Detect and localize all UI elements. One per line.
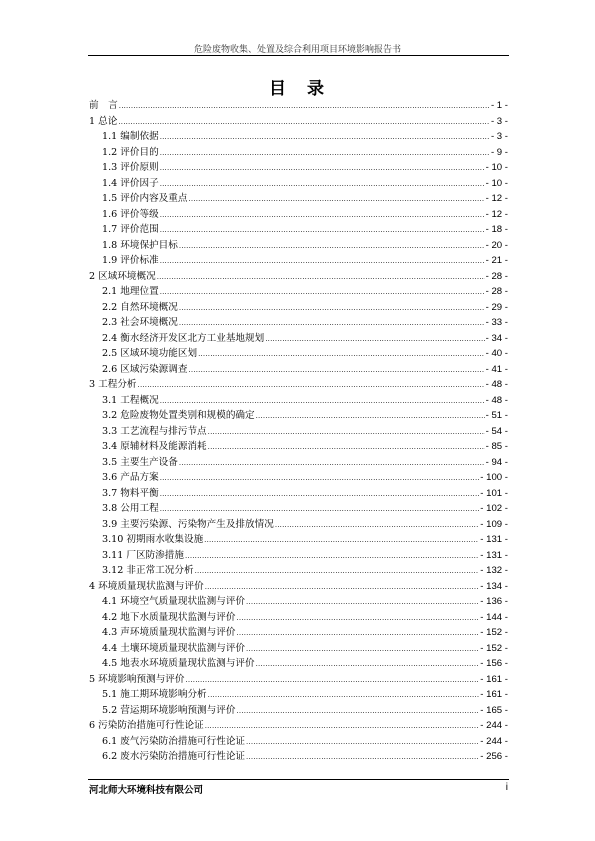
toc-entry-page: - 21 - bbox=[485, 255, 508, 266]
toc-entry[interactable] bbox=[89, 610, 508, 626]
toc-dot-leader bbox=[208, 425, 485, 441]
toc-entry-title: 2 区域环境概况 bbox=[89, 270, 156, 282]
toc-entry-page: - 165 - bbox=[480, 704, 508, 716]
toc-entry[interactable] bbox=[89, 377, 508, 393]
toc-entry-page: - 28 - bbox=[485, 270, 508, 282]
toc-entry-page: - 156 - bbox=[480, 658, 508, 669]
toc-entry-page: - 256 - bbox=[480, 751, 508, 762]
toc-dot-leader bbox=[160, 394, 485, 410]
toc-dot-leader bbox=[118, 115, 490, 131]
toc-heading: 目 录 bbox=[269, 79, 326, 99]
toc-dot-leader bbox=[198, 347, 485, 363]
toc-entry-page: - 132 - bbox=[480, 565, 508, 576]
toc-entry-title: 4.4 土壤环境质量现状监测与评价 bbox=[102, 642, 246, 654]
toc-entry-title: 2.1 地理位置 bbox=[102, 286, 159, 297]
toc-dot-leader bbox=[160, 502, 480, 518]
toc-entry-page: - 10 - bbox=[485, 177, 508, 189]
toc-dot-leader bbox=[195, 564, 480, 580]
toc-entry[interactable] bbox=[89, 222, 508, 238]
toc-entry-page: - 152 - bbox=[480, 627, 508, 638]
toc-entry-title: 2.5 区域环境功能区划 bbox=[102, 348, 198, 359]
toc-entry-title: 1.1 编制依据 bbox=[102, 131, 159, 142]
table-of-contents bbox=[89, 98, 508, 765]
toc-entry-page: - 18 - bbox=[485, 224, 508, 235]
toc-entry-title: 1.3 评价原则 bbox=[102, 162, 159, 173]
toc-entry[interactable] bbox=[89, 207, 508, 223]
toc-entry-title: 4.1 环境空气质量现状监测与评价 bbox=[102, 596, 246, 607]
toc-entry-page: - 40 - bbox=[485, 348, 508, 359]
toc-entry[interactable] bbox=[89, 300, 508, 316]
toc-entry-page: - 131 - bbox=[480, 534, 508, 545]
toc-entry-title: 6.1 废气污染防治措施可行性论证 bbox=[102, 735, 246, 747]
toc-dot-leader bbox=[179, 301, 485, 317]
toc-entry-title: 3 工程分析 bbox=[89, 379, 137, 390]
toc-dot-leader bbox=[185, 549, 479, 565]
toc-dot-leader bbox=[265, 332, 484, 348]
toc-entry-page: - 48 - bbox=[485, 379, 508, 390]
toc-entry-title: 6.2 废水污染防治措施可行性论证 bbox=[102, 751, 246, 762]
toc-entry-page: - 131 - bbox=[480, 549, 508, 561]
toc-entry-title: 1.9 评价标准 bbox=[102, 255, 159, 266]
toc-entry-title: 3.5 主要生产设备 bbox=[102, 456, 178, 468]
toc-dot-leader bbox=[160, 146, 490, 162]
toc-entry-title: 3.9 主要污染源、污染物产生及排放情况 bbox=[102, 518, 274, 530]
toc-entry-title: 2.3 社会环境概况 bbox=[102, 317, 178, 328]
toc-entry-page: - 12 - bbox=[485, 193, 508, 204]
toc-entry-page: - 48 - bbox=[485, 394, 508, 406]
toc-entry[interactable] bbox=[89, 408, 508, 424]
toc-entry-title: 3.7 物料平衡 bbox=[102, 487, 159, 499]
toc-entry[interactable] bbox=[89, 362, 508, 378]
toc-entry[interactable] bbox=[89, 548, 508, 564]
toc-dot-leader bbox=[208, 688, 480, 704]
toc-entry[interactable] bbox=[89, 424, 508, 440]
toc-entry-page: - 34 - bbox=[485, 332, 508, 344]
toc-dot-leader bbox=[236, 626, 479, 642]
toc-entry[interactable] bbox=[89, 656, 508, 672]
toc-dot-leader bbox=[188, 363, 484, 379]
toc-dot-leader bbox=[204, 533, 479, 549]
toc-entry-title: 1.2 评价目的 bbox=[102, 146, 159, 158]
toc-dot-leader bbox=[205, 580, 480, 596]
toc-dot-leader bbox=[236, 611, 479, 627]
toc-entry-page: - 94 - bbox=[485, 456, 508, 468]
toc-entry-title: 3.4 原辅材料及能源消耗 bbox=[102, 441, 207, 452]
toc-dot-leader bbox=[138, 378, 485, 394]
toc-entry[interactable] bbox=[89, 284, 508, 300]
toc-entry-title: 4.3 声环境质量现状监测与评价 bbox=[102, 627, 236, 638]
toc-dot-leader bbox=[160, 130, 490, 146]
toc-entry-title: 3.11 厂区防渗措施 bbox=[102, 549, 184, 561]
toc-entry-page: - 10 - bbox=[485, 162, 508, 173]
toc-entry-title: 前 言 bbox=[89, 100, 118, 111]
toc-entry[interactable] bbox=[89, 269, 508, 285]
toc-entry[interactable] bbox=[89, 98, 508, 114]
toc-dot-leader bbox=[205, 719, 480, 735]
toc-entry[interactable] bbox=[89, 455, 508, 471]
toc-entry-title: 2.4 衡水经济开发区北方工业基地规划 bbox=[102, 332, 265, 344]
toc-entry[interactable] bbox=[89, 641, 508, 657]
toc-dot-leader bbox=[256, 409, 485, 425]
toc-entry-title: 5.1 施工期环境影响分析 bbox=[102, 689, 207, 700]
toc-entry-page: - 33 - bbox=[485, 317, 508, 328]
toc-entry-title: 5.2 营运期环境影响预测与评价 bbox=[102, 704, 236, 716]
toc-entry-title: 6 污染防治措施可行性论证 bbox=[89, 720, 204, 731]
toc-dot-leader bbox=[275, 518, 479, 534]
toc-dot-leader bbox=[160, 177, 485, 193]
toc-entry-title: 2.2 自然环境概况 bbox=[102, 301, 178, 313]
toc-entry-page: - 134 - bbox=[480, 580, 508, 592]
toc-entry-page: - 9 - bbox=[490, 146, 508, 158]
toc-dot-leader bbox=[256, 657, 480, 673]
toc-entry-title: 1.5 评价内容及重点 bbox=[102, 193, 188, 204]
toc-entry-page: - 28 - bbox=[485, 286, 508, 297]
toc-entry-page: - 20 - bbox=[485, 239, 508, 251]
toc-dot-leader bbox=[160, 208, 485, 224]
toc-entry[interactable] bbox=[89, 393, 508, 409]
toc-entry-page: - 102 - bbox=[480, 503, 508, 514]
toc-entry-page: - 161 - bbox=[480, 673, 508, 685]
footer-page-number: i bbox=[505, 782, 508, 793]
toc-entry-title: 1.7 评价范围 bbox=[102, 224, 159, 235]
toc-entry-page: - 136 - bbox=[480, 596, 508, 607]
toc-entry[interactable] bbox=[89, 734, 508, 750]
toc-dot-leader bbox=[160, 223, 485, 239]
toc-entry-title: 2.6 区域污染源调查 bbox=[102, 363, 188, 375]
toc-dot-leader bbox=[179, 239, 485, 255]
toc-entry-title: 5 环境影响预测与评价 bbox=[89, 673, 185, 685]
toc-dot-leader bbox=[236, 704, 479, 720]
toc-dot-leader bbox=[179, 316, 485, 332]
toc-dot-leader bbox=[160, 487, 480, 503]
toc-entry-page: - 12 - bbox=[485, 208, 508, 220]
toc-entry-page: - 109 - bbox=[480, 518, 508, 530]
toc-dot-leader bbox=[188, 192, 484, 208]
toc-entry-page: - 1 - bbox=[490, 100, 508, 111]
toc-entry-page: - 3 - bbox=[490, 131, 508, 142]
toc-dot-leader bbox=[246, 595, 479, 611]
toc-dot-leader bbox=[246, 750, 479, 766]
toc-entry-page: - 54 - bbox=[485, 425, 508, 437]
toc-entry[interactable] bbox=[89, 346, 508, 362]
toc-dot-leader bbox=[119, 99, 490, 115]
toc-entry-page: - 100 - bbox=[480, 472, 508, 483]
toc-entry-title: 1.4 评价因子 bbox=[102, 177, 159, 189]
toc-entry[interactable] bbox=[89, 486, 508, 502]
toc-entry[interactable] bbox=[89, 532, 508, 548]
toc-entry-title: 1.8 环境保护目标 bbox=[102, 239, 178, 251]
toc-dot-leader bbox=[160, 161, 485, 177]
toc-entry-title: 4.2 地下水质量现状监测与评价 bbox=[102, 611, 236, 623]
toc-dot-leader bbox=[246, 735, 479, 751]
toc-entry-page: - 101 - bbox=[480, 487, 508, 499]
toc-entry-page: - 85 - bbox=[485, 441, 508, 452]
toc-entry-title: 1.6 评价等级 bbox=[102, 208, 159, 220]
toc-entry-page: - 29 - bbox=[485, 301, 508, 313]
toc-entry-title: 3.12 非正常工况分析 bbox=[102, 565, 194, 576]
toc-dot-leader bbox=[160, 254, 485, 270]
toc-dot-leader bbox=[160, 471, 480, 487]
toc-entry-page: - 161 - bbox=[480, 689, 508, 700]
footer-company-name: 河北师大环境科技有限公司 bbox=[89, 785, 204, 796]
toc-entry[interactable] bbox=[89, 439, 508, 455]
toc-entry-page: - 51 - bbox=[485, 410, 508, 421]
toc-entry-title: 3.3 工艺流程与排污节点 bbox=[102, 425, 207, 437]
toc-entry-title: 3.8 公用工程 bbox=[102, 503, 159, 514]
toc-dot-leader bbox=[179, 456, 485, 472]
toc-dot-leader bbox=[186, 673, 480, 689]
toc-entry-title: 3.2 危险废物处置类别和规模的确定 bbox=[102, 410, 255, 421]
toc-entry[interactable] bbox=[89, 331, 508, 347]
toc-entry-page: - 244 - bbox=[480, 735, 508, 747]
toc-entry[interactable] bbox=[89, 114, 508, 130]
toc-entry-title: 4.5 地表水环境质量现状监测与评价 bbox=[102, 658, 255, 669]
toc-entry-title: 3.10 初期雨水收集设施 bbox=[102, 534, 204, 545]
running-header-title: 危险废物收集、处置及综合利用项目环境影响报告书 bbox=[193, 45, 401, 55]
toc-entry[interactable] bbox=[89, 517, 508, 533]
toc-entry[interactable] bbox=[89, 563, 508, 579]
toc-entry[interactable] bbox=[89, 176, 508, 192]
toc-dot-leader bbox=[157, 270, 485, 286]
toc-dot-leader bbox=[160, 285, 485, 301]
toc-entry[interactable] bbox=[89, 687, 508, 703]
toc-entry[interactable] bbox=[89, 749, 508, 765]
toc-entry-page: - 3 - bbox=[490, 115, 508, 127]
toc-entry[interactable] bbox=[89, 191, 508, 207]
toc-dot-leader bbox=[246, 642, 479, 658]
toc-entry-page: - 244 - bbox=[480, 720, 508, 731]
toc-entry[interactable] bbox=[89, 238, 508, 254]
toc-entry[interactable] bbox=[89, 703, 508, 719]
toc-entry-page: - 144 - bbox=[480, 611, 508, 623]
toc-entry[interactable] bbox=[89, 470, 508, 486]
toc-entry-title: 3.6 产品方案 bbox=[102, 472, 159, 483]
toc-entry[interactable] bbox=[89, 145, 508, 161]
toc-entry[interactable] bbox=[89, 625, 508, 641]
toc-entry[interactable] bbox=[89, 253, 508, 269]
toc-entry[interactable] bbox=[89, 129, 508, 145]
toc-entry[interactable] bbox=[89, 579, 508, 595]
toc-entry[interactable] bbox=[89, 315, 508, 331]
toc-entry[interactable] bbox=[89, 718, 508, 734]
toc-entry[interactable] bbox=[89, 672, 508, 688]
toc-entry-title: 3.1 工程概况 bbox=[102, 394, 159, 406]
footer-divider bbox=[88, 779, 509, 780]
toc-dot-leader bbox=[208, 440, 485, 456]
toc-entry[interactable] bbox=[89, 160, 508, 176]
toc-entry-page: - 41 - bbox=[485, 363, 508, 375]
toc-entry-title: 1 总论 bbox=[89, 115, 118, 127]
toc-entry[interactable] bbox=[89, 594, 508, 610]
header-divider bbox=[88, 55, 509, 56]
toc-entry-page: - 152 - bbox=[480, 642, 508, 654]
toc-entry-title: 4 环境质量现状监测与评价 bbox=[89, 580, 204, 592]
toc-entry[interactable] bbox=[89, 501, 508, 517]
